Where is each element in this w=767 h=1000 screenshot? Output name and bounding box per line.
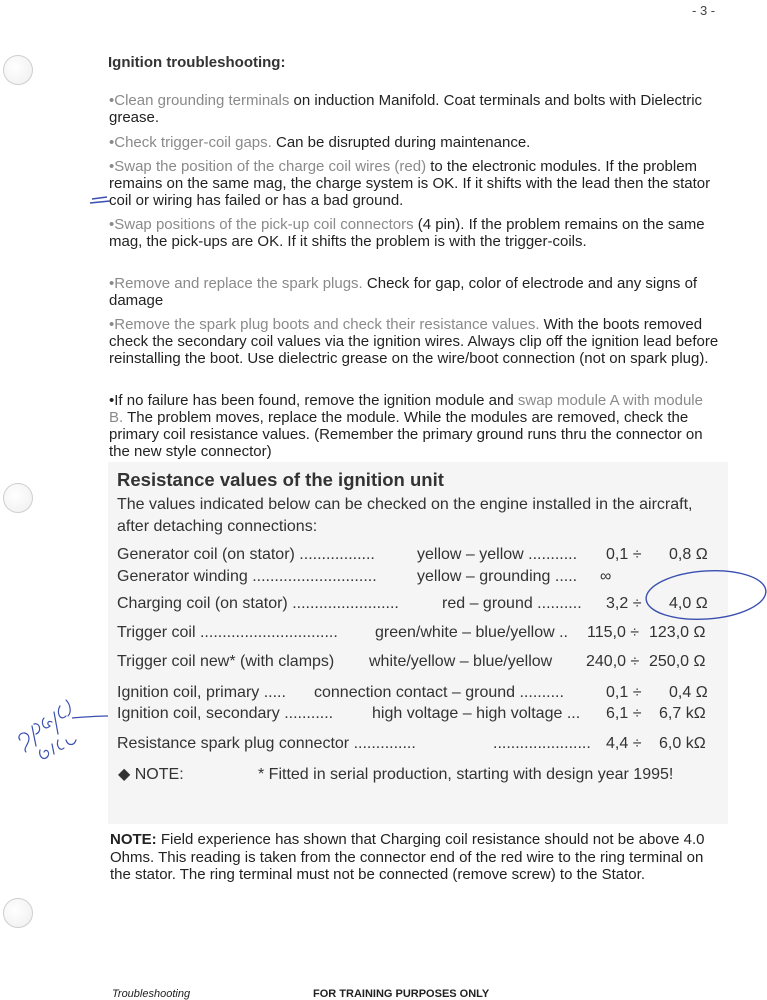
pen-circle-annotation — [644, 567, 767, 623]
row-item: Generator coil (on stator) ................. — [117, 546, 375, 563]
row-max: 0,4 Ω — [669, 684, 708, 701]
row-wires: ...................... — [493, 735, 591, 752]
row-wires: connection contact – ground .......... — [314, 684, 564, 701]
bullet-dark-text: With the boots removed check the secondary coil values via the ignition wires. Always clip off the ignition lead before reinstalling the boot. Use dielectric grease on the wire/boot connection (not on spark plug). — [109, 316, 719, 367]
row-min: 4,4 ÷ — [606, 735, 642, 752]
bullet-gray-text: •Clean grounding terminals — [109, 92, 290, 109]
pen-pointer-line — [72, 716, 108, 718]
row-item: Charging coil (on stator) ........................ — [117, 595, 399, 612]
bottom-note-label: NOTE: — [110, 831, 157, 848]
bullet-dark-text: Check for gap, color of electrode and any signs of damage — [109, 275, 698, 309]
row-min: 115,0 ÷ — [587, 624, 640, 641]
footer-training-notice: FOR TRAINING PURPOSES ONLY — [313, 988, 490, 1000]
row-max: 123,0 Ω — [649, 624, 706, 641]
pen-handwriting-scribble — [19, 700, 76, 758]
note-label: ◆ NOTE: — [118, 766, 184, 783]
row-item: Resistance spark plug connector .............. — [117, 735, 416, 752]
bullet-gray-text: •Remove and replace the spark plugs. — [109, 275, 363, 292]
row-max: 4,0 Ω — [669, 595, 708, 612]
row-wires: yellow – yellow ........... — [417, 546, 578, 563]
row-item: Generator winding ............................ — [117, 568, 377, 585]
row-min: 3,2 ÷ — [606, 595, 642, 612]
row-max: 6,7 kΩ — [659, 705, 706, 722]
bullet-gray-text: swap module A with module B. — [109, 392, 703, 426]
bullet-gray-text: •Swap positions of the pick-up coil connectors — [109, 216, 414, 233]
bullet-dark-text: Can be disrupted during maintenance. — [271, 134, 531, 151]
row-max: 6,0 kΩ — [659, 735, 706, 752]
row-max: 250,0 Ω — [649, 653, 706, 670]
row-min: 240,0 ÷ — [586, 653, 640, 670]
bottom-note-text: Field experience has shown that Charging coil resistance should not be above 4.0 Ohms. This reading is taken from the connector end of the red wire to the ring terminal on the stator. The ring terminal must not be connected (remove screw) to the Stator. — [110, 831, 705, 883]
bullet-dark-text: The problem moves, replace the module. While the modules are removed, check the primary coil resistance values. (Remember the primary ground runs thru the connector on the new style connector) — [109, 409, 703, 460]
page-number: - 3 - — [692, 3, 716, 18]
footer-section-name: Troubleshooting — [112, 988, 191, 1000]
row-min: 6,1 ÷ — [606, 705, 642, 722]
pen-margin-mark — [90, 197, 110, 203]
row-min: 0,1 ÷ — [606, 684, 642, 701]
page-title: Ignition troubleshooting: — [108, 54, 286, 71]
row-wires: red – ground .......... — [442, 595, 582, 612]
bullet-dark-text: (4 pin). If the problem remains on the same mag, the pick-ups are OK. If it shifts the problem is with the trigger-coils. — [109, 216, 705, 250]
row-max: 0,8 Ω — [669, 546, 708, 563]
bullet-gray-text: •Swap the position of the charge coil wires (red) — [109, 158, 427, 175]
row-min: 0,1 ÷ — [606, 546, 642, 563]
row-min: ∞ — [600, 568, 612, 585]
bullet-dark-text: on induction Manifold. Coat terminals and bolts with Dielectric grease. — [109, 92, 703, 126]
section-heading: Resistance values of the ignition unit — [117, 469, 444, 490]
bullet-dark-text: to the electronic modules. If the problem remains on the same mag, the charge system is OK. If it shifts with the lead then the stator coil or wiring has failed or has a bad ground. — [109, 158, 711, 209]
row-item: Ignition coil, secondary ........... — [117, 705, 334, 722]
row-item: Trigger coil ............................... — [117, 624, 338, 641]
row-item: Trigger coil new* (with clamps) — [117, 653, 335, 670]
row-wires: yellow – grounding ..... — [417, 568, 578, 585]
row-item: Ignition coil, primary ..... — [117, 684, 286, 701]
row-wires: high voltage – high voltage ... — [372, 705, 581, 722]
bullet-gray-text: •Check trigger-coil gaps. — [109, 134, 272, 151]
row-wires: green/white – blue/yellow .. — [375, 624, 568, 641]
note-text: * Fitted in serial production, starting with design year 1995! — [258, 766, 674, 783]
bullet-dark-text: •If no failure has been found, remove the ignition module and — [109, 392, 518, 409]
bullet-gray-text: •Remove the spark plug boots and check their resistance values. — [109, 316, 540, 333]
section-intro: The values indicated below can be checked on the engine installed in the aircraft, after detaching connections: — [117, 496, 693, 535]
row-wires: white/yellow – blue/yellow — [369, 653, 553, 670]
